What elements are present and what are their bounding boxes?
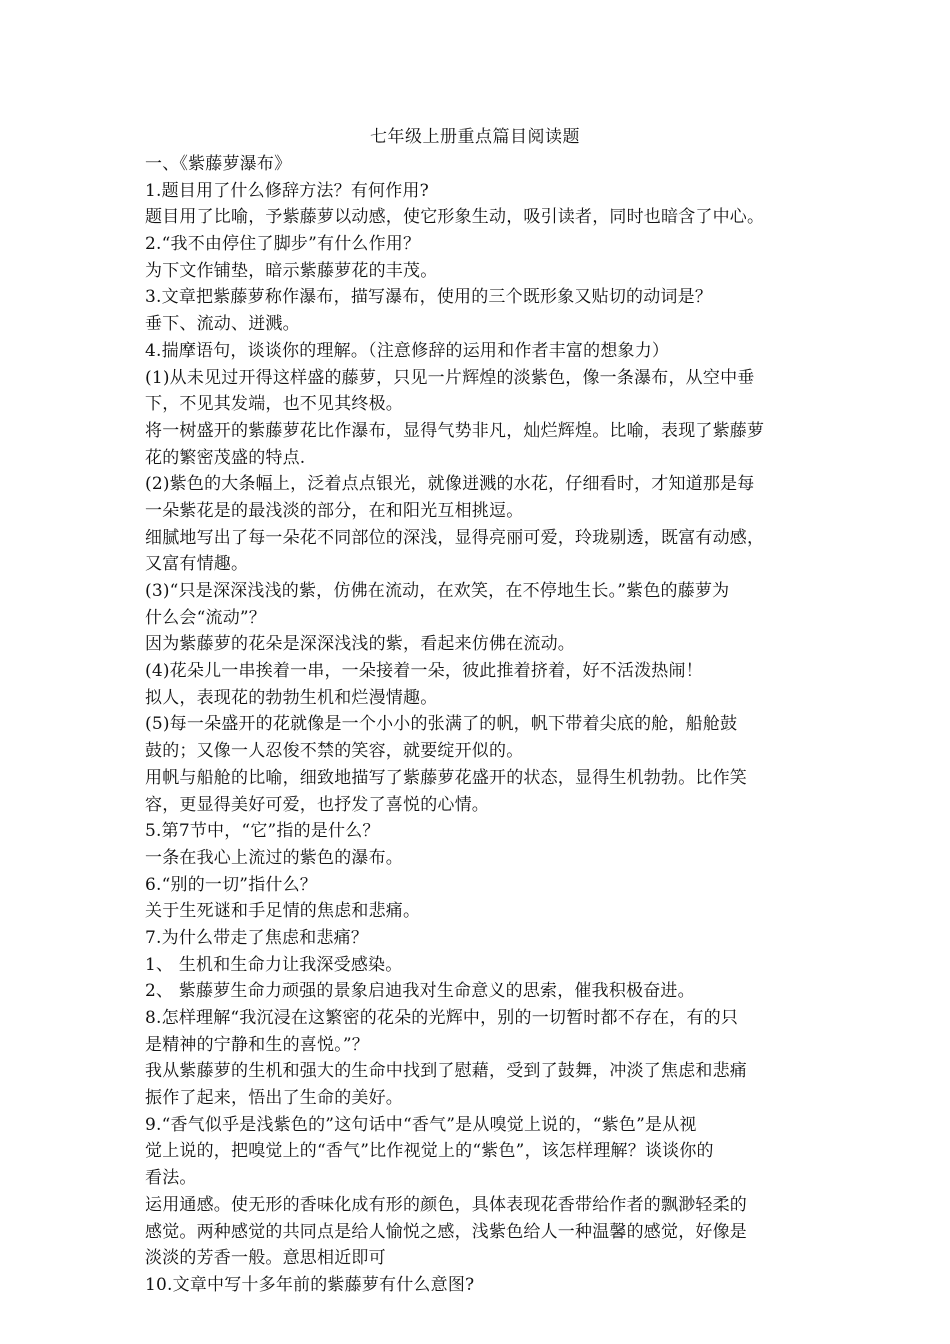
text-line: 9.“香气似乎是浅紫色的”这句话中“香气”是从嗅觉上说的，“紫色”是从视 (145, 1114, 697, 1135)
text-line: 1.题目用了什么修辞方法？有何作用? (145, 180, 429, 201)
document-body (145, 151, 810, 1299)
text-line: 5.第7节中，“它”指的是什么？ (145, 821, 380, 842)
text-line: 垂下、流动、迸溅。 (145, 314, 300, 335)
text-line: 6.“别的一切”指什么？ (145, 874, 318, 895)
text-line: 4.揣摩语句，谈谈你的理解。（注意修辞的运用和作者丰富的想象力） (145, 340, 670, 361)
text-line: 振作了起来，悟出了生命的美好。 (145, 1088, 403, 1109)
text-line: 8.怎样理解“我沉浸在这繁密的花朵的光辉中，别的一切暂时都不存在，有的只 (145, 1008, 739, 1028)
text-line: 为下文作铺垫，暗示紫藤萝花的丰茂。 (145, 260, 438, 281)
text-line: 3.文章把紫藤萝称作瀑布，描写瀑布，使用的三个既形象又贴切的动词是？ (145, 287, 713, 308)
text-line: (3)“只是深深浅浅的紫，仿佛在流动，在欢笑，在不停地生长。”紫色的藤萝为 (145, 581, 730, 601)
text-line: 7.为什么带走了焦虑和悲痛？ (145, 927, 369, 948)
text-line: 感觉。两种感觉的共同点是给人愉悦之感，浅紫色给人一种温馨的感觉，好像是 (145, 1221, 747, 1242)
text-line: 觉上说的，把嗅觉上的“香气”比作视觉上的“紫色”，该怎样理解？谈谈你的 (145, 1141, 714, 1162)
text-line: 一、《紫藤萝瀑布》 (145, 154, 292, 174)
text-line: (4)花朵儿一串挨着一串，一朵接着一朵，彼此推着挤着，好不活泼热闹！ (145, 661, 703, 682)
text-line: 题目用了比喻，予紫藤萝以动感，使它形象生动，吸引读者，同时也暗含了中心。 (145, 207, 765, 228)
text-line: 容，更显得美好可爱，也抒发了喜悦的心情。 (145, 794, 489, 815)
text-line: (1)从未见过开得这样盛的藤萝，只见一片辉煌的淡紫色，像一条瀑布，从空中垂 (145, 367, 755, 388)
text-line: 又富有情趣。 (145, 554, 249, 575)
text-line: 什么会“流动”？ (145, 607, 266, 628)
text-line: 细腻地写出了每一朵花不同部位的深浅，显得亮丽可爱，玲珑剔透，既富有动感， (145, 527, 765, 548)
text-line: 看法。 (145, 1168, 197, 1189)
text-line: 一条在我心上流过的紫色的瀑布。 (145, 847, 403, 868)
text-line: 我从紫藤萝的生机和强大的生命中找到了慰藉，受到了鼓舞，冲淡了焦虑和悲痛 (145, 1061, 747, 1082)
text-line: 一朵紫花是的最浅淡的部分，在和阳光互相挑逗。 (145, 500, 524, 521)
text-line: 2.“我不由停住了脚步”有什么作用？ (145, 234, 421, 255)
text-line: (5)每一朵盛开的花就像是一个小小的张满了的帆，帆下带着尖底的舱，船舱鼓 (145, 714, 738, 735)
text-line: 花的繁密茂盛的特点. (145, 447, 306, 468)
text-line: 运用通感。使无形的香味化成有形的颜色，具体表现花香带给作者的飘渺轻柔的 (145, 1194, 747, 1215)
text-line: 因为紫藤萝的花朵是深深浅浅的紫，看起来仿佛在流动。 (145, 634, 575, 655)
text-line: (2)紫色的大条幅上，泛着点点银光，就像迸溅的水花，仔细看时，才知道那是每 (145, 474, 755, 495)
document-title: 七年级上册重点篇目阅读题 (370, 127, 580, 147)
text-line: 用帆与船舱的比喻，细致地描写了紫藤萝花盛开的状态，显得生机勃勃。比作笑 (145, 767, 747, 788)
text-line: 将一树盛开的紫藤萝花比作瀑布，显得气势非凡，灿烂辉煌。比喻，表现了紫藤萝 (145, 420, 765, 441)
text-line: 1、 生机和生命力让我深受感染。 (145, 954, 403, 975)
text-line: 10.文章中写十多年前的紫藤萝有什么意图? (145, 1274, 475, 1295)
text-line: 2、 紫藤萝生命力顽强的景象启迪我对生命意义的思索，催我积极奋进。 (145, 981, 695, 1002)
text-line: 关于生死谜和手足情的焦虑和悲痛。 (145, 901, 421, 922)
text-line: 拟人，表现花的勃勃生机和烂漫情趣。 (145, 687, 438, 708)
text-line: 下，不见其发端，也不见其终极。 (145, 394, 403, 415)
text-line: 是精神的宁静和生的喜悦。”？ (145, 1034, 369, 1055)
text-line: 鼓的；又像一人忍俊不禁的笑容，就要绽开似的。 (145, 741, 524, 762)
text-line: 淡淡的芳香一般。意思相近即可 (145, 1248, 386, 1269)
